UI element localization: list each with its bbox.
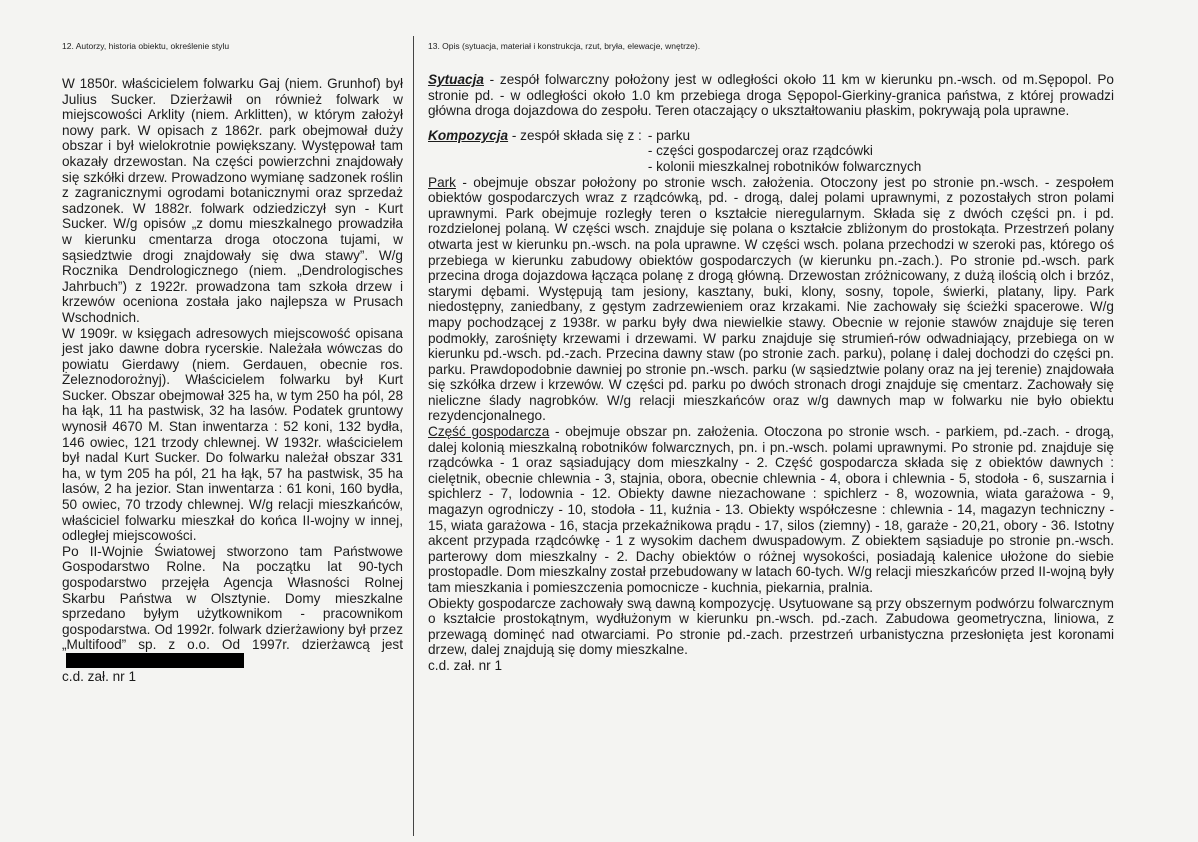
history-paragraph-2: W 1909r. w księgach adresowych miejscowość opisana jest jako dawne dobra rycerskie. Należała wówczas do powiatu Gierdawy (niem. Gerdauen, obecnie ros. Żeleznodorożnyj). Właścicielem folwarku był Kurt Sucker. Obszar obejmował 325 ha, w tym 250 ha pól, 28 ha łąk, 11 ha pastwisk, 32 ha lasów. Podatek gruntowy wynosił 4670 M. Stan inwentarza : 52 koni, 132 bydła, 146 owiec, 121 trzody chlewnej. W 1932r. właścicielem był nadal Kurt Sucker. Do folwarku należał obszar 331 ha, w tym 205 ha pól, 21 ha łąk, 57 ha pastwisk, 35 ha lasów, 2 ha jezior. Stan inwentarza : 61 koni, 160 bydła, 50 owiec, 70 trzody chlewnej. W/g relacji mieszkańców, właściciel folwarku mieszkał do końca II-wojny w innej, odległej miejscowości. <box>62 325 403 544</box>
kompozycja-item: - kolonii mieszkalnej robotników folwarcznych <box>647 158 922 174</box>
sytuacja-heading: Sytuacja <box>428 72 484 87</box>
history-paragraph-3 <box>62 544 403 669</box>
history-paragraph-1: W 1850r. właścicielem folwarku Gaj (niem. Grunhof) był Julius Sucker. Dzierżawił on również folwark w miejscowości Arklity (niem. Arklitten), w którym założył nowy park. W opisach z 1862r. park obejmował duży obszar i był wielokrotnie powiększany. Występował tam okazały drzewostan. Na części powierzchni znajdowały się szkółki drzew. Prowadzono wymianę sadzonek roślin z zagranicznymi ogrodami botanicznymi oraz sprzedaż sadzonek. W 1882r. folwark odziedziczył syn - Kurt Sucker. W/g opisów „z domu mieszkalnego prowadziła w kierunku cmentarza droga otoczona tujami, w sąsiedztwie drogi znajdowały się dwa stawy”. W/g Rocznika Dendrologicznego (niem. „Dendrologisches Jahrbuch”) z 1922r. prowadzona tam szkoła drzew i krzewów oceniona została jako najlepsza w Prusach Wschodnich. <box>62 76 403 325</box>
history-column <box>62 76 403 684</box>
left-section-header: 12. Autorzy, historia obiektu, określenie stylu <box>62 41 230 51</box>
park-text: - obejmuje obszar położony po stronie wsch. założenia. Otoczony jest po stronie pn.-wsch. - zespołem obiektów gospodarczych wraz z rządcówką, pd. - drogą, dalej polami uprawnymi, z pozostałych stron polami uprawnymi. Park obejmuje rozległy teren o kształcie nieregularnym. Składa się z dwóch części pn. i pd. rozdzielonej polaną. W części wsch. znajduje się polana o kształcie zbliżonym do prostokąta. Przestrzeń polany otwarta jest w kierunku pn.-wsch. na pola uprawne. W części wsch. polana przechodzi w szeroki pas, którego oś przebiega w kierunku zabudowy obiektów gospodarczych (w kierunku pn.-zach.). Po stronie pd.-wsch. park przecina droga dojazdowa łącząca polanę z drogą główną. Drzewostan zróżnicowany, z dużą ilością olch i brzóz, starymi dębami. Występują tam jesiony, kasztany, buki, klony, sosny, topole, świerki, platany, lipy. Park niedostępny, zaniedbany, z gęstym zadrzewieniem oraz krzakami. Nie zachowały się ścieżki spacerowe. W/g mapy pochodzącej z 1938r. w parku były dwa niewielkie stawy. Obecnie w rejonie stawów znajduje się teren podmokły, zarośnięty krzewami i drzewami. W parku znajduje się strumień-rów odwadniający, przebiega on w kierunku pd.-wsch. pd.-zach. Przecina dawny staw (po stronie zach. parku), polanę i dalej dochodzi do części pn. parku. Prawdopodobnie dawniej po stronie pn.-wsch. parku (w sąsiedztwie polany oraz na jej terenie) znajdowała się szkółka drzew i krzewów. W części pd. parku po dwóch stronach drogi znajduje się cmentarz. Zachowały się nieliczne ślady nagrobków. W/g relacji mieszkańców oraz w/g dawnych map w folwarku nie było obiektu rezydencjonalnego. <box>428 174 1114 424</box>
column-divider <box>413 36 414 836</box>
kompozycja-heading: Kompozycja <box>428 127 509 143</box>
kompozycja-item: - parku <box>647 127 691 143</box>
kompozycja-item: - części gospodarczej oraz rządcówki <box>647 143 873 159</box>
czesc-paragraph <box>428 424 1114 596</box>
right-section-header: 13. Opis (sytuacja, materiał i konstrukcja, rzut, bryła, elewacje, wnętrze). <box>428 41 701 51</box>
redaction-bar <box>66 653 244 668</box>
history-paragraph-3-text: Po II-Wojnie Światowej stworzono tam Państwowe Gospodarstwo Rolne. Na początku lat 90-tych gospodarstwo przejęła Agencja Własności Rolnej Skarbu Państwa w Olsztynie. Domy mieszkalne sprzedano byłym użytkownikom - pracownikom gospodarstwa. Od 1992r. folwark dzierżawiony był przez „Multifood” sp. z o.o. Od 1997r. dzierżawcą jest <box>62 543 403 653</box>
sytuacja-text: - zespół folwarczny położony jest w odległości około 11 km w kierunku pn.-wsch. od m.Sępopol. Po stronie pd. - w odległości około 1.0 km przebiega droga Sępopol-Gierkiny-granica państwa, z której prowadzi główna droga dojazdowa do zespołu. Teren otaczający o ukształtowaniu płaskim, pokrywają pola uprawne. <box>428 72 1114 119</box>
description-column <box>428 72 1114 674</box>
obiekty-paragraph: Obiekty gospodarcze zachowały swą dawną kompozycję. Usytuowane są przy obszernym podwórzu folwarcznym o kształcie prostokątnym, wydłużonym w kierunku pn.-wsch. pd.-zach. Zabudowa geometryczna, liniowa, z przewagą dominęć nad otwarciami. Po stronie pd.-zach. przestrzeń urbanistyczna przesłonięta jest koronami drzew, dalej znajdują się domy mieszkalne. <box>428 595 1114 658</box>
left-continuation-note: c.d. zał. nr 1 <box>62 668 137 684</box>
czesc-heading: Część gospodarcza <box>428 424 550 440</box>
park-paragraph <box>428 175 1114 425</box>
kompozycja-list <box>648 128 922 175</box>
kompozycja-lead-text: - zespół składa się z : <box>508 127 642 143</box>
park-heading: Park <box>428 174 456 190</box>
sytuacja-paragraph <box>428 72 1114 119</box>
kompozycja-block <box>428 128 1114 175</box>
right-continuation-note: c.d. zał. nr 1 <box>428 657 503 673</box>
kompozycja-lead <box>428 128 642 175</box>
czesc-text: - obejmuje obszar pn. założenia. Otoczona po stronie wsch. - parkiem, pd.-zach. - drogą, dalej kolonią mieszkalną robotników folwarcznych, pn. i pn.-wsch. polami uprawnymi. Po stronie pd. znajduje się rządcówka - 1 oraz sąsiadujący dom mieszkalny - 2. Część gospodarcza składa się z obiektów dawnych : cielętnik, obecnie chlewnia - 3, stajnia, obora, obecnie chlewnia - 4, obora i chlewnia - 5, stodoła - 6, suszarnia i spichlerz - 7, lodownia - 12. Obiekty dawne niezachowane : spichlerz - 8, wozownia, wiata garażowa - 9, magazyn ogrodniczy - 10, stodoła - 11, kuźnia - 13. Obiekty współczesne : chlewnia - 14, magazyn techniczny - 15, wiata garażowa - 16, stacja przekaźnikowa prądu - 17, silos (ziemny) - 18, garaże - 20,21, obory - 36. Istotny akcent przypada rządcówkę - 1 z wysokim dachem dwuspadowym. Z obiektem sąsiaduje po stronie pn.-wsch. parterowy dom mieszkalny - 2. Dachy obiektów o różnej wysokości, posiadają kalenice ułożone do siebie prostopadle. Dom mieszkalny został przebudowany w latach 60-tych. W/g relacji mieszkańców przed II-wojną były tam mieszkania i pomieszczenia pomocnicze - kuchnia, piekarnia, pralnia. <box>428 424 1114 595</box>
